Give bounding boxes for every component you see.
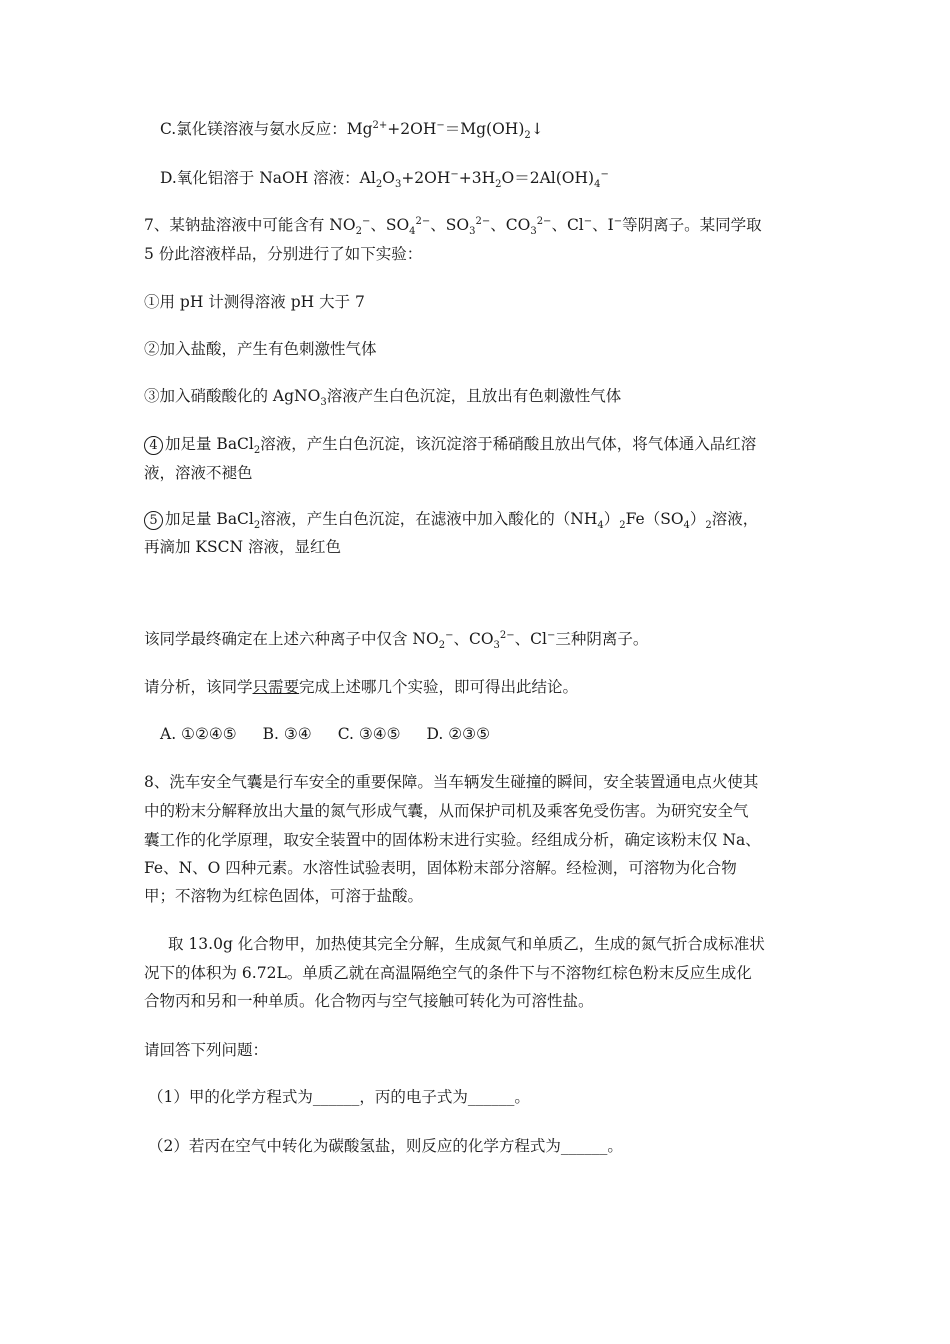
text: ）	[689, 510, 706, 528]
question-8-line: 甲；不溶物为红棕色固体，可溶于盐酸。	[144, 887, 424, 905]
question-8-line: Fe、N、O 四种元素。水溶性试验表明，固体粉末部分溶解。经检测，可溶物为化合物	[144, 859, 737, 877]
text: 请分析，该同学	[144, 678, 253, 696]
subscript: 4	[683, 520, 690, 531]
subscript: 3	[469, 226, 476, 237]
text: 溶液，产生白色沉淀，在滤液中加入酸化的（NH	[260, 510, 598, 528]
subscript: 2	[438, 640, 446, 651]
text: 溶液产生白色沉淀，且放出有色刺激性气体	[326, 387, 622, 405]
text: 加足量 BaCl	[165, 435, 254, 453]
superscript: −	[613, 216, 623, 227]
text: 完成上述哪几个实验，即可得出此结论。	[299, 678, 579, 696]
answer-blank[interactable]: ______	[560, 1137, 608, 1155]
experiment-2: ②加入盐酸，产生有色刺激性气体	[144, 340, 377, 358]
circled-number: 5	[144, 511, 163, 530]
option-c-line	[160, 118, 544, 140]
option-d-line	[160, 167, 609, 189]
text: ，丙的电子式为	[359, 1088, 468, 1106]
subscript: 2	[253, 445, 261, 456]
superscript: 2−	[415, 216, 431, 227]
option-b[interactable]: B. ③④	[262, 725, 312, 743]
text: ＝Mg(OH)	[444, 120, 525, 138]
text: 、SO	[430, 216, 470, 234]
subscript: 4	[409, 226, 416, 237]
answer-blank[interactable]: ______	[312, 1088, 360, 1106]
superscript: −	[547, 630, 556, 641]
text: D.氧化铝溶于 NaOH 溶液：Al	[160, 169, 376, 187]
superscript: −	[445, 630, 454, 641]
question-8-paragraph-2-line: 况下的体积为 6.72L。单质乙就在高温隔绝空气的条件下与不溶物红棕色粉末反应生成化	[144, 964, 752, 982]
text: 、I	[592, 216, 614, 234]
subscript: 3	[493, 640, 500, 651]
text: C.氯化镁溶液与氨水反应：Mg	[160, 120, 373, 138]
text: 溶液，	[711, 510, 759, 528]
subscript: 4	[597, 520, 604, 531]
text: 、SO	[370, 216, 410, 234]
text: ）	[603, 510, 620, 528]
subscript: 4	[594, 179, 601, 190]
option-d[interactable]: D. ②③⑤	[426, 725, 490, 743]
superscript: −	[361, 216, 371, 227]
text: 、CO	[453, 630, 494, 648]
text: O	[382, 169, 395, 187]
circled-number: 4	[144, 436, 163, 455]
subscript: 3	[394, 179, 402, 190]
option-a[interactable]: A. ①②④⑤	[160, 725, 237, 743]
text: 加足量 BaCl	[165, 510, 254, 528]
text: 。	[607, 1137, 623, 1155]
text: +2OH	[401, 169, 451, 187]
please-answer: 请回答下列问题：	[144, 1041, 269, 1059]
subscript: 2	[355, 226, 362, 237]
text: 该同学最终确定在上述六种离子中仅含 NO	[144, 630, 439, 648]
question-7-line-1	[144, 214, 762, 236]
subscript: 2	[375, 179, 383, 190]
question-7-line-2: 5 份此溶液样品，分别进行了如下实验：	[144, 245, 423, 263]
sub-question-1	[148, 1086, 530, 1108]
superscript: 2−	[475, 216, 491, 227]
text: 、Cl	[551, 216, 584, 234]
experiment-4-line-2: 液，溶液不褪色	[144, 464, 253, 482]
underlined-text: 只需要	[252, 678, 300, 696]
text: ③加入硝酸酸化的 AgNO	[144, 387, 321, 405]
question-8-line: 中的粉末分解释放出大量的氮气形成气囊，从而保护司机及乘客免受伤害。为研究安全气	[144, 802, 749, 820]
option-c[interactable]: C. ③④⑤	[337, 725, 401, 743]
text: 、Cl	[514, 630, 547, 648]
text: 、CO	[490, 216, 531, 234]
subscript: 2	[524, 130, 531, 141]
subscript: 2	[495, 179, 502, 190]
superscript: −	[600, 169, 609, 180]
answer-blank[interactable]: ______	[467, 1088, 515, 1106]
experiment-3	[144, 385, 621, 407]
text: O＝2Al(OH)	[501, 169, 595, 187]
superscript: 2−	[499, 630, 515, 641]
text: 溶液，产生白色沉淀，该沉淀溶于稀硝酸且放出气体，将气体通入品红溶	[260, 435, 757, 453]
superscript: 2+	[372, 120, 388, 131]
superscript: −	[436, 120, 445, 131]
superscript: −	[583, 216, 593, 227]
subscript: 3	[320, 397, 327, 408]
text: 等阴离子。某同学取	[622, 216, 762, 234]
subscript: 3	[530, 226, 537, 237]
superscript: −	[450, 169, 459, 180]
text: 7、某钠盐溶液中可能含有 NO	[144, 216, 356, 234]
question-8-line: 囊工作的化学原理，取安全装置中的固体粉末进行实验。经组成分析，确定该粉末仅 Na、	[144, 831, 761, 849]
experiment-4-line-1	[144, 433, 756, 455]
text: （1）甲的化学方程式为	[148, 1088, 313, 1106]
question-8-line: 8、洗车安全气囊是行车安全的重要保障。当车辆发生碰撞的瞬间，安全装置通电点火使其	[144, 773, 759, 791]
text: +3H	[458, 169, 496, 187]
superscript: 2−	[536, 216, 552, 227]
subscript: 2	[705, 520, 712, 531]
experiment-1: ①用 pH 计测得溶液 pH 大于 7	[144, 293, 365, 311]
answer-options	[160, 723, 516, 745]
conclusion-line	[144, 628, 648, 650]
text: （2）若丙在空气中转化为碳酸氢盐，则反应的化学方程式为	[148, 1137, 561, 1155]
question-8-paragraph-2-line: 合物丙和另和一种单质。化合物丙与空气接触可转化为可溶性盐。	[144, 992, 594, 1010]
subscript: 2	[253, 520, 261, 531]
text: Fe（SO	[625, 510, 684, 528]
subscript: 2	[619, 520, 626, 531]
text: 。	[514, 1088, 530, 1106]
sub-question-2	[148, 1135, 623, 1157]
text: 三种阴离子。	[555, 630, 649, 648]
experiment-5-line-2: 再滴加 KSCN 溶液，显红色	[144, 538, 341, 556]
text: ↓	[530, 120, 544, 138]
question-8-paragraph-2-line: 取 13.0g 化合物甲，加热使其完全分解，生成氮气和单质乙，生成的氮气折合成标准状	[168, 935, 765, 953]
text: +2OH	[387, 120, 437, 138]
analysis-prompt	[144, 676, 578, 698]
experiment-5-line-1	[144, 508, 758, 530]
